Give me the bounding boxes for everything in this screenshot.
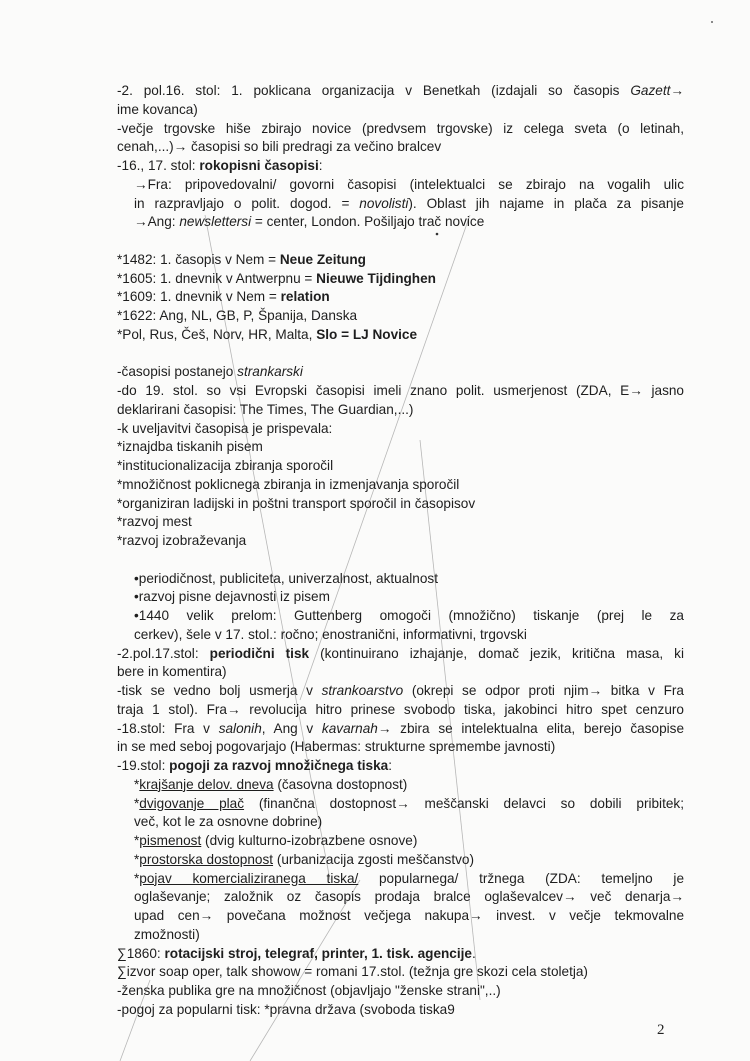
text-line: [117, 157, 684, 176]
text-line: [134, 776, 684, 795]
text-line: [117, 682, 684, 701]
underlined-text: pismenost: [139, 833, 202, 848]
text-run: -19.stol:: [117, 758, 170, 773]
text-run: *razvoj mest: [117, 514, 192, 530]
text-run: *množičnost poklicnega zbiranja in izmenjavanja sporočil: [117, 476, 460, 492]
text-line: [117, 757, 684, 776]
text-line: [134, 888, 684, 907]
text-run: •1440 velik prelom: Guttenberg omogoči (množično) tiskanje (prej le za: [134, 608, 684, 623]
text-line: [117, 307, 684, 326]
text-line: [134, 195, 684, 214]
text-run: *institucionalizacija zbiranja sporočil: [117, 458, 334, 473]
text-line: [117, 82, 684, 101]
text-run: (kontinuirano izhajanje, domač jezik, kritična masa, ki: [309, 645, 684, 661]
text-run: popularnega/ tržnega (ZDA: temeljno je: [358, 870, 684, 886]
text-run: :: [388, 758, 392, 773]
text-run: -2.pol.17.stol:: [117, 645, 210, 661]
text-run: deklarirani časopisi: The Times, The Guardian,...): [117, 401, 414, 417]
text-line: [134, 570, 684, 589]
blank-line: [117, 551, 684, 570]
text-run: ∑1860:: [117, 945, 165, 961]
text-run: *1622: Ang, NL, GB, P, Španija, Danska: [117, 308, 358, 323]
text-run: *Pol, Rus, Češ, Norv, HR, Malta,: [117, 326, 317, 342]
text-run: oglaševanje; založnik oz časopis prodaja bralce oglaševalcev→ več denarja→: [134, 889, 684, 905]
text-run: več, kot le za osnovne dobrine): [134, 814, 323, 830]
text-line: [117, 288, 684, 307]
text-line: [117, 438, 684, 457]
text-run: , Ang v: [261, 720, 322, 736]
text-run: traja 1 stol). Fra→ revolucija hitro prinese svobodo tiska, jakobinci hitro spet cenzuro: [117, 701, 684, 717]
text-line: [134, 851, 684, 870]
bold-text: Neue Zeitung: [279, 251, 366, 267]
text-line: [117, 720, 684, 739]
italic-text: strankoarstvo: [321, 683, 404, 698]
underlined-text: pojav komercializiranega tiska/: [139, 870, 359, 886]
text-run: *1482: 1. časopis v Nem =: [117, 251, 280, 267]
text-line: [117, 138, 684, 157]
text-run: -do 19. stol. so vsi Evropski časopisi imeli znano polit. usmerjenost (ZDA, E→ jasno: [117, 383, 684, 398]
ink-dot: [711, 21, 713, 23]
text-run: bere in komentira): [117, 664, 227, 680]
text-run: *: [134, 795, 140, 811]
bold-text: Nieuwe Tijdinghen: [316, 270, 436, 286]
text-run: -večje trgovske hiše zbirajo novice (predvsem trgovske) iz celega sveta (o letinah,: [117, 120, 684, 136]
text-run: ∑izvor soap oper, talk showow = romani 17.stol. (težnja gre skozi cela stoletja): [117, 964, 588, 980]
text-line: [117, 363, 684, 382]
text-line: [117, 120, 684, 139]
blank-line: [117, 232, 684, 251]
text-line: [117, 1001, 684, 1020]
text-run: .: [472, 945, 476, 961]
text-run: *organiziran ladijski in poštni transport sporočil in časopisov: [117, 495, 476, 511]
text-run: *1609: 1. dnevnik v Nem =: [117, 289, 281, 305]
bold-text: pogoji za razvoj množičnega tiska: [169, 758, 389, 773]
text-run: *1605: 1. dnevnik v Antwerpnu =: [117, 270, 317, 286]
underlined-text: dvigovanje plač: [139, 795, 245, 811]
bold-text: rotacijski stroj, telegraf, printer, 1. tisk. agencije: [164, 945, 472, 961]
text-line: [117, 326, 684, 345]
text-run: •periodičnost, publiciteta, univerzalnost, aktualnost: [134, 570, 438, 586]
text-run: = center, London. Pošiljajo trač novice: [251, 214, 485, 230]
text-line: [134, 926, 684, 945]
text-run: zmožnosti): [134, 926, 200, 942]
text-run: *iznajdba tiskanih pisem: [117, 439, 263, 455]
text-line: [134, 795, 684, 814]
text-line: [134, 870, 684, 889]
bold-text: relation: [280, 289, 330, 305]
text-line: [134, 907, 684, 926]
text-line: [117, 101, 684, 120]
text-run: →Fra: pripovedovalni/ govorni časopisi (intelektualci se zbirajo na vogalih ulic: [134, 176, 684, 192]
text-line: [134, 813, 684, 832]
text-run: cerkev), šele v 17. stol.: ročno; enostranični, informativni, trgovski: [134, 626, 527, 642]
text-run: in razpravljajo o polit. dogod. =: [134, 195, 360, 211]
bold-text: rokopisni časopisi: [199, 158, 319, 173]
text-line: [117, 495, 684, 514]
text-run: ). Oblast jih najame in plača za pisanje: [408, 195, 684, 211]
text-line: [117, 532, 684, 551]
blank-line: [117, 345, 684, 364]
text-line: [117, 270, 684, 289]
text-run: •razvoj pisne dejavnosti iz pisem: [134, 589, 330, 605]
italic-text: strankarski: [237, 364, 303, 380]
text-line: [117, 645, 684, 664]
text-run: upad cen→ povečana možnost večjega nakupa→ invest. v večje tekmovalne: [134, 908, 684, 923]
text-run: -k uveljavitvi časopisa je prispevala:: [117, 420, 333, 436]
text-run: →: [670, 83, 684, 98]
italic-text: Gazett: [630, 83, 671, 98]
text-run: -tisk se vedno bolj usmerja v: [117, 683, 322, 698]
bold-text: Slo = LJ Novice: [316, 326, 418, 342]
text-run: *: [134, 833, 140, 848]
italic-text: salonih: [218, 720, 262, 736]
text-run: *razvoj izobraževanja: [117, 533, 247, 548]
text-line: [117, 382, 684, 401]
text-line: [117, 701, 684, 720]
text-line: [134, 213, 684, 232]
text-line: [117, 457, 684, 476]
text-run: → zbira se intelektualna elita, berejo časopise: [377, 720, 684, 736]
underlined-text: krajšanje delov. dneva: [139, 776, 274, 792]
text-line: [134, 626, 684, 645]
text-line: [117, 513, 684, 532]
text-run: -časopisi postanejo: [117, 364, 238, 380]
text-run: -pogoj za popularni tisk: *pravna država (svoboda tiska9: [117, 1001, 455, 1017]
text-line: [134, 832, 684, 851]
text-run: -2. pol.16. stol: 1. poklicana organizacija v Benetkah (izdajali so časopis: [117, 83, 631, 98]
text-line: [134, 607, 684, 626]
text-run: -18.stol: Fra v: [117, 720, 219, 736]
text-run: (dvig kulturno-izobrazbene osnove): [201, 833, 418, 848]
text-line: [117, 982, 684, 1001]
text-run: cenah,...)→ časopisi so bili predragi za večino bralcev: [117, 139, 442, 155]
text-line: [117, 401, 684, 420]
page-number: 2: [657, 1022, 665, 1038]
text-run: ime kovanca): [117, 101, 198, 117]
text-run: →Ang:: [134, 214, 180, 230]
bold-text: periodični tisk: [209, 645, 310, 661]
text-line: [117, 476, 684, 495]
italic-text: novolisti: [359, 195, 409, 211]
text-line: [117, 663, 684, 682]
text-run: (finančna dostopnost→ meščanski delavci so dobili pribitek;: [244, 795, 684, 811]
text-run: :: [318, 158, 323, 173]
underlined-text: prostorska dostopnost: [139, 851, 274, 867]
text-run: in se med seboj pogovarjajo (Habermas: strukturne spremembe javnosti): [117, 739, 556, 755]
text-line: [134, 176, 684, 195]
text-run: *: [134, 851, 140, 867]
text-run: (okrepi se odpor proti njim→ bitka v Fra: [403, 683, 684, 698]
text-line: [117, 963, 684, 982]
italic-text: newslettersi: [179, 214, 252, 230]
text-line: [117, 738, 684, 757]
text-run: (urbanizacija zgosti meščanstvo): [273, 851, 475, 867]
text-run: -16., 17. stol:: [117, 158, 200, 173]
italic-text: kavarnah: [321, 720, 378, 736]
text-run: *: [134, 776, 140, 792]
text-run: (časovna dostopnost): [273, 776, 408, 792]
text-run: *: [134, 870, 140, 886]
document-page-text: [117, 82, 684, 1020]
text-line: [117, 420, 684, 439]
text-line: [134, 588, 684, 607]
text-line: [117, 251, 684, 270]
text-run: -ženska publika gre na množičnost (objavljajo "ženske strani",..): [117, 983, 501, 998]
text-line: [117, 945, 684, 964]
